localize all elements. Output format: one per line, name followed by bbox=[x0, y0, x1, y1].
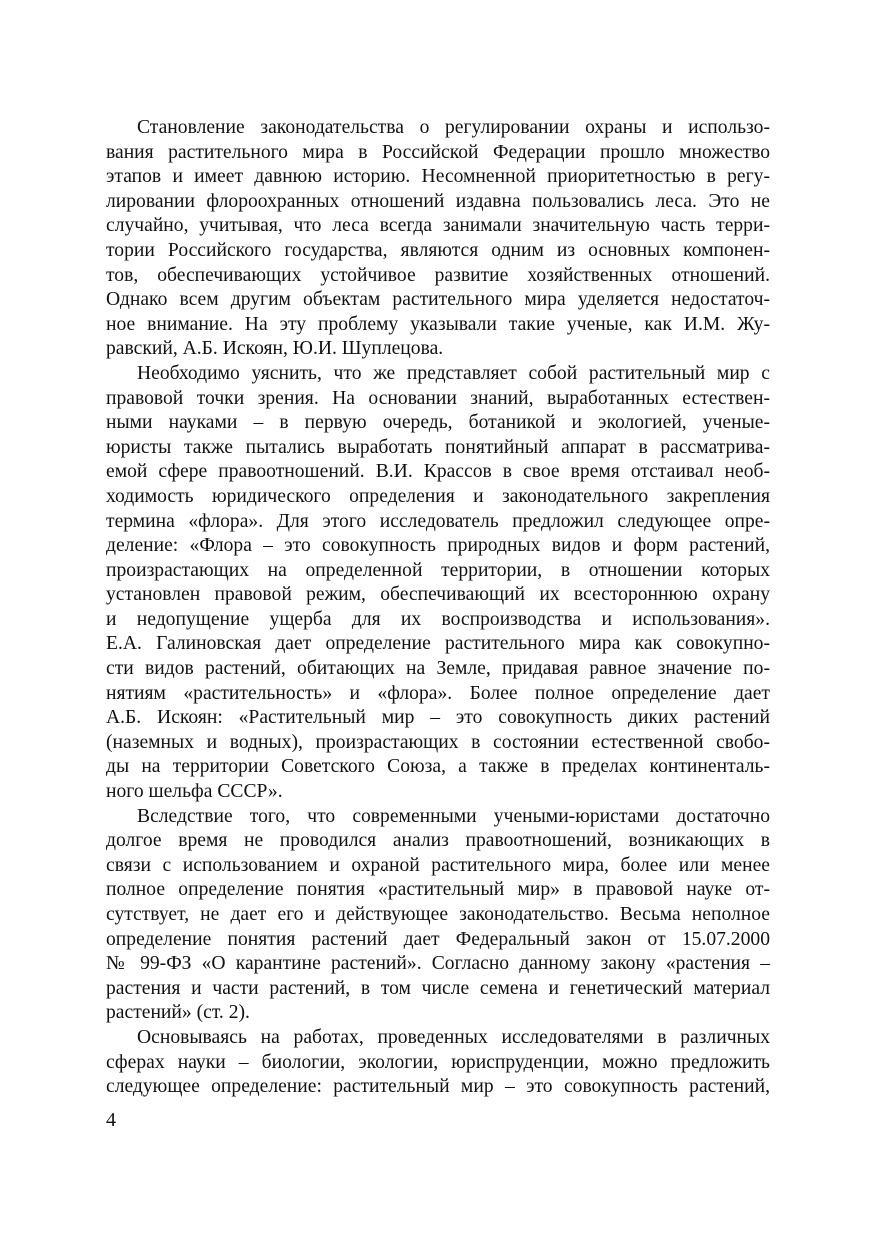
text-line: Необходимо уяснить, что же представляет собой растительный мир с bbox=[137, 362, 770, 384]
text-line: ды на территории Советского Союза, а также в пределах континенталь- bbox=[106, 756, 770, 778]
text-line: Становление законодательства о регулировании охраны и использо- bbox=[137, 117, 770, 138]
paragraph bbox=[106, 805, 770, 1026]
text-line: связи с использованием и охраной растительного мира, более или менее bbox=[106, 854, 770, 876]
paragraph bbox=[106, 1026, 770, 1100]
text-line: долгое время не проводился анализ правоотношений, возникающих в bbox=[106, 830, 770, 852]
text-line: термина «флора». Для этого исследователь предложил следующее опре- bbox=[106, 510, 770, 532]
text-line: деление: «Флора – это совокупность природных видов и форм растений, bbox=[106, 535, 770, 557]
text-line: Вследствие того, что современными учеными-юристами достаточно bbox=[137, 805, 770, 827]
text-line: сти видов растений, обитающих на Земле, придавая равное значение по- bbox=[106, 658, 770, 680]
text-line: Однако всем другим объектам растительного мира уделяется недостаточ- bbox=[106, 289, 770, 311]
text-line: полное определение понятия «растительный мир» в правовой науке от- bbox=[106, 879, 770, 901]
paragraph bbox=[106, 362, 770, 805]
text-line: и недопущение ущерба для их воспроизводства и использования». bbox=[106, 608, 770, 630]
text-line: тов, обеспечивающих устойчивое развитие хозяйственных отношений. bbox=[106, 264, 770, 286]
text-line: тории Российского государства, являются одним из основных компонен- bbox=[106, 239, 770, 261]
text-line: установлен правовой режим, обеспечивающий их всестороннюю охрану bbox=[106, 584, 770, 606]
text-line: ходимость юридического определения и законодательного закрепления bbox=[106, 485, 770, 507]
text-line: вания растительного мира в Российской Федерации прошло множество bbox=[106, 141, 770, 163]
text-line: Е.А. Галиновская дает определение растительного мира как совокупно- bbox=[106, 633, 770, 655]
text-line: этапов и имеет давнюю историю. Несомненной приоритетностью в регу- bbox=[106, 166, 770, 188]
text-line: произрастающих на определенной территории, в отношении которых bbox=[106, 559, 770, 581]
text-line: ного шельфа СССР». bbox=[106, 781, 283, 803]
text-line: А.Б. Искоян: «Растительный мир – это совокупность диких растений bbox=[106, 707, 770, 729]
paragraph bbox=[106, 116, 770, 362]
text-line: растений» (ст. 2). bbox=[106, 1002, 250, 1024]
text-line: ными науками – в первую очередь, ботаникой и экологией, ученые- bbox=[106, 412, 770, 434]
text-line: Основываясь на работах, проведенных исследователями в различных bbox=[137, 1026, 770, 1048]
text-line: нятиям «растительность» и «флора». Более полное определение дает bbox=[106, 682, 770, 704]
text-line: (наземных и водных), произрастающих в состоянии естественной свобо- bbox=[106, 731, 770, 753]
page-number: 4 bbox=[106, 1109, 116, 1131]
text-line: правовой точки зрения. На основании знаний, выработанных естествен- bbox=[106, 387, 770, 409]
text-line: определение понятия растений дает Федеральный закон от 15.07.2000 bbox=[106, 928, 770, 950]
text-line: сферах науки – биологии, экологии, юриспруденции, можно предложить bbox=[106, 1051, 770, 1073]
text-line: юристы также пытались выработать понятийный аппарат в рассматрива- bbox=[106, 436, 770, 458]
text-line: следующее определение: растительный мир – это совокупность растений, bbox=[106, 1076, 770, 1098]
body-text bbox=[106, 116, 770, 1100]
text-line: ное внимание. На эту проблему указывали такие ученые, как И.М. Жу- bbox=[106, 313, 770, 335]
text-line: случайно, учитывая, что леса всегда занимали значительную часть терри- bbox=[106, 215, 770, 237]
text-line: емой сфере правоотношений. В.И. Крассов в свое время отстаивал необ- bbox=[106, 461, 770, 483]
text-line: равский, А.Б. Искоян, Ю.И. Шуплецова. bbox=[106, 338, 444, 360]
text-line: № 99-ФЗ «О карантине растений». Согласно данному закону «растения – bbox=[106, 953, 770, 975]
text-line: лировании флороохранных отношений издавна пользовались леса. Это не bbox=[106, 190, 770, 212]
text-line: растения и части растений, в том числе семена и генетический материал bbox=[106, 977, 770, 999]
text-line: сутствует, не дает его и действующее законодательство. Весьма неполное bbox=[106, 904, 770, 925]
